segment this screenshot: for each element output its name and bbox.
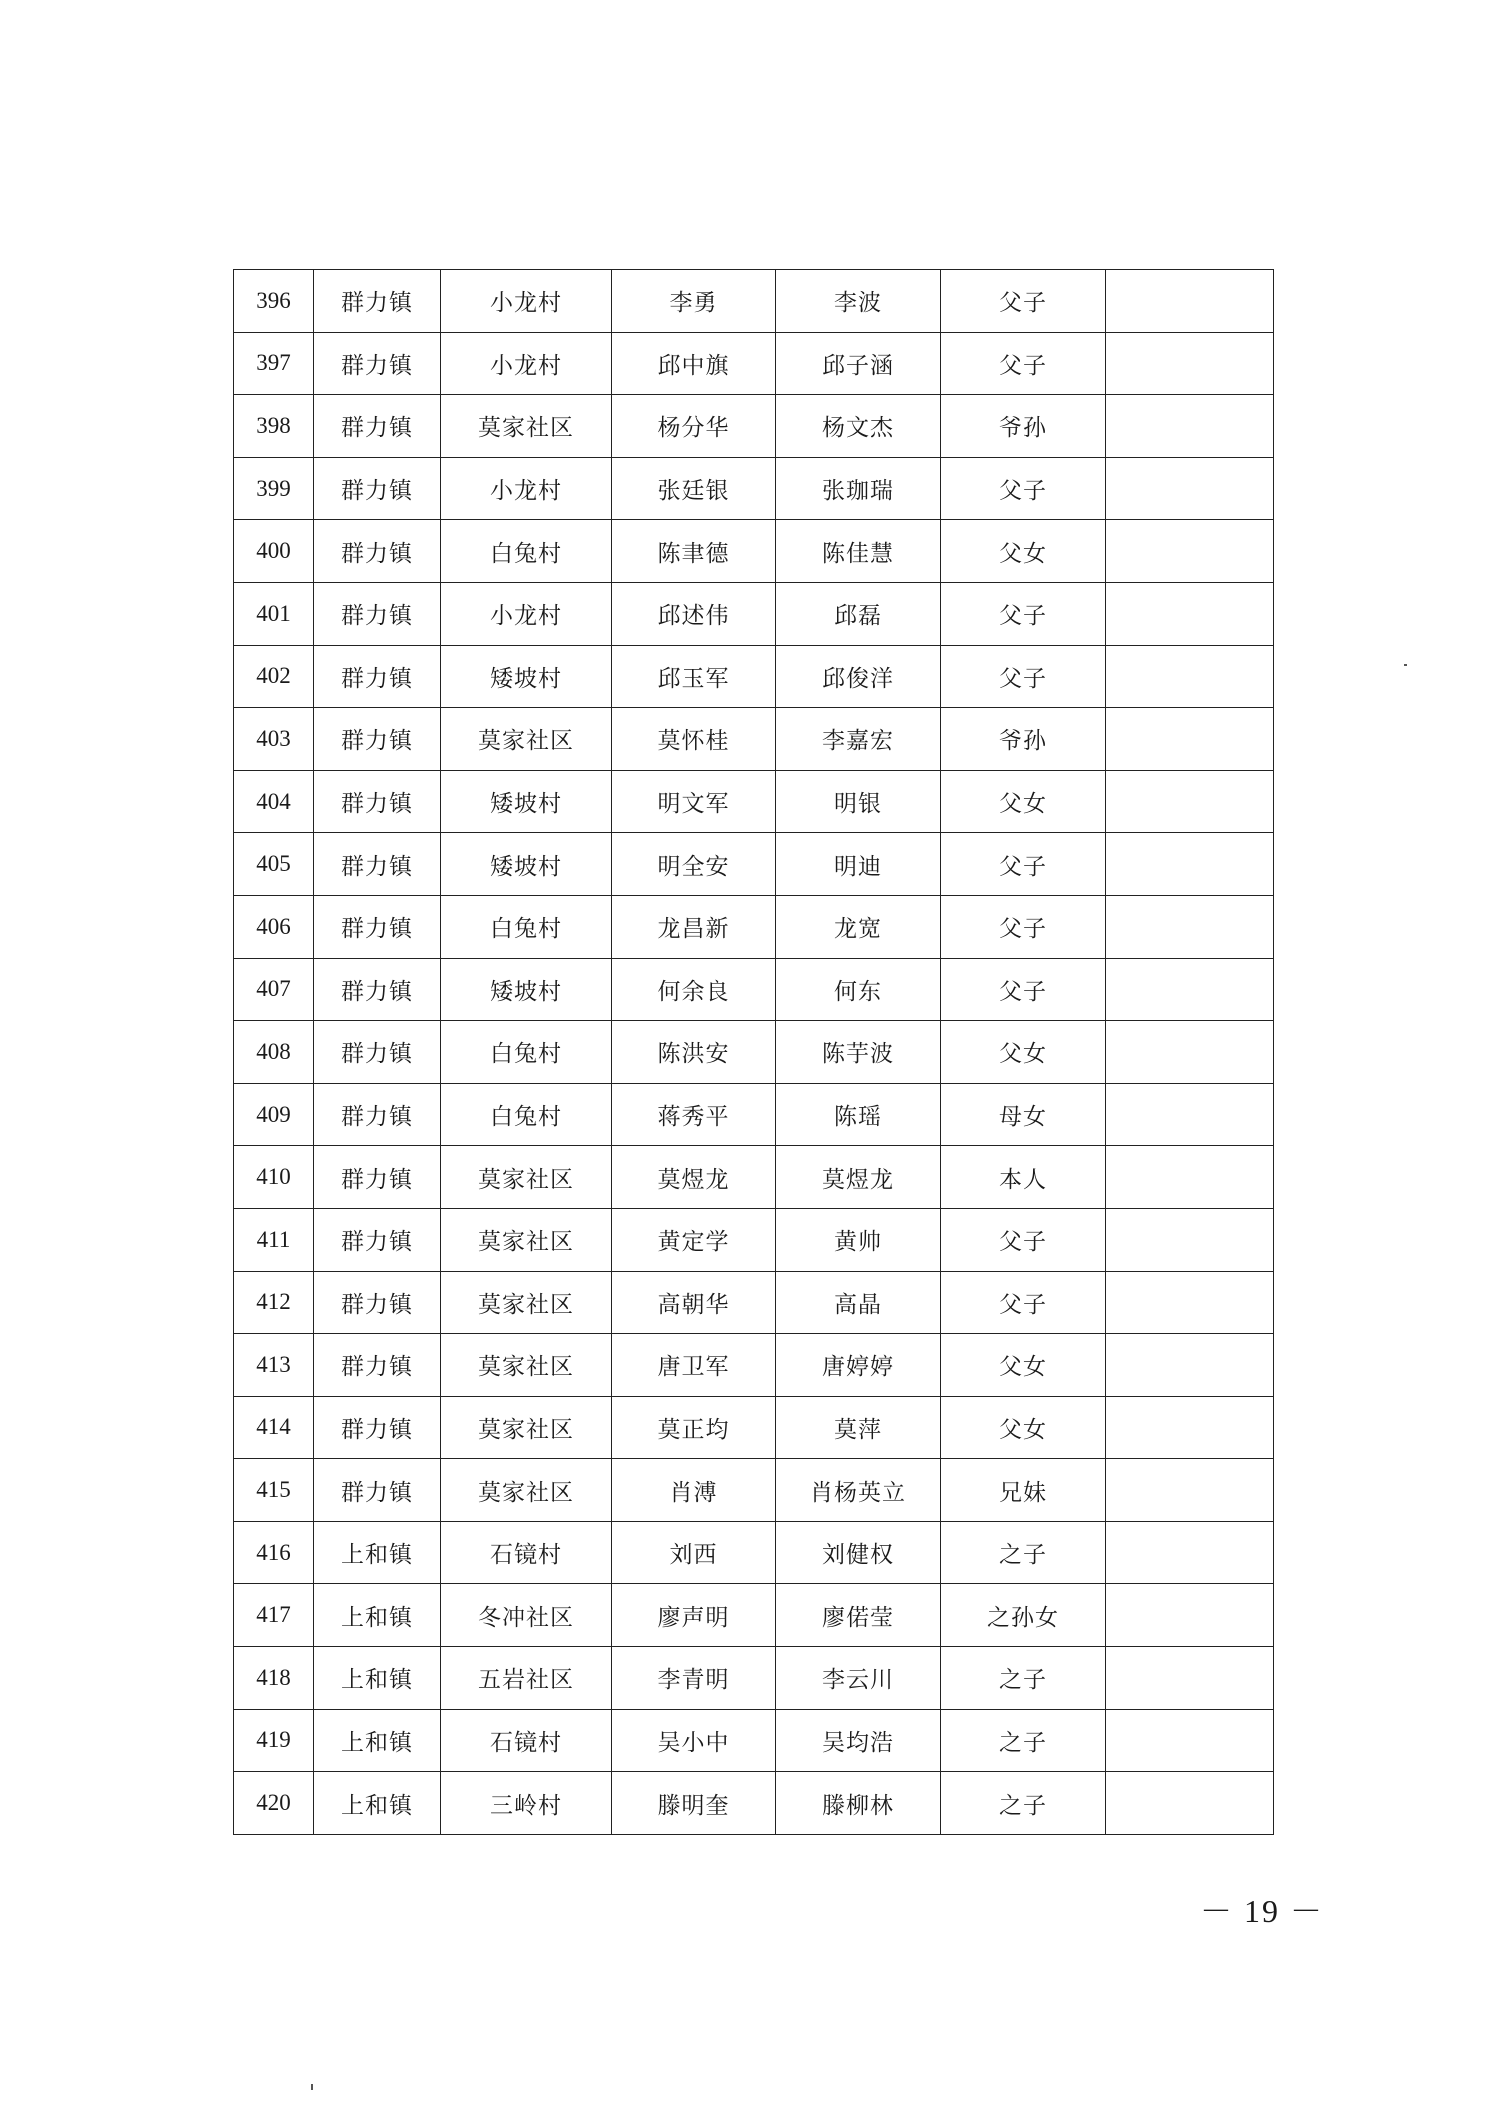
cell-note [1106, 270, 1274, 333]
cell-note [1106, 1396, 1274, 1459]
cell-name-applicant: 廖声明 [612, 1584, 776, 1647]
cell-note [1106, 833, 1274, 896]
cell-relation: 父子 [941, 895, 1106, 958]
cell-village: 莫家社区 [441, 1146, 612, 1209]
cell-note [1106, 1334, 1274, 1397]
cell-number: 404 [234, 770, 314, 833]
cell-village: 小龙村 [441, 457, 612, 520]
cell-number: 398 [234, 395, 314, 458]
cell-name-recipient: 陈瑶 [776, 1083, 941, 1146]
cell-relation: 爷孙 [941, 395, 1106, 458]
table-row [234, 645, 1274, 708]
cell-relation: 父子 [941, 833, 1106, 896]
cell-name-recipient: 滕柳林 [776, 1772, 941, 1835]
cell-name-recipient: 廖偌莹 [776, 1584, 941, 1647]
cell-name-applicant: 肖溥 [612, 1459, 776, 1522]
cell-town: 上和镇 [314, 1709, 441, 1772]
cell-relation: 父子 [941, 582, 1106, 645]
cell-name-recipient: 高晶 [776, 1271, 941, 1334]
scan-speck [1404, 664, 1407, 666]
cell-number: 401 [234, 582, 314, 645]
cell-town: 群力镇 [314, 1208, 441, 1271]
cell-name-recipient: 李嘉宏 [776, 708, 941, 771]
cell-town: 群力镇 [314, 645, 441, 708]
table-row [234, 1459, 1274, 1522]
cell-village: 小龙村 [441, 332, 612, 395]
cell-name-applicant: 唐卫军 [612, 1334, 776, 1397]
cell-town: 群力镇 [314, 1271, 441, 1334]
table-row [234, 1396, 1274, 1459]
cell-relation: 父子 [941, 457, 1106, 520]
table-row [234, 1271, 1274, 1334]
cell-village: 白兔村 [441, 520, 612, 583]
cell-number: 417 [234, 1584, 314, 1647]
cell-relation: 父子 [941, 1208, 1106, 1271]
table-row [234, 520, 1274, 583]
table-row [234, 1083, 1274, 1146]
cell-name-applicant: 莫怀桂 [612, 708, 776, 771]
table-row [234, 270, 1274, 333]
cell-note [1106, 1647, 1274, 1710]
cell-number: 399 [234, 457, 314, 520]
cell-number: 402 [234, 645, 314, 708]
table-row [234, 708, 1274, 771]
table-row [234, 958, 1274, 1021]
cell-name-recipient: 刘健权 [776, 1521, 941, 1584]
cell-name-applicant: 邱中旗 [612, 332, 776, 395]
table-row [234, 895, 1274, 958]
cell-number: 412 [234, 1271, 314, 1334]
cell-village: 矮坡村 [441, 645, 612, 708]
cell-relation: 母女 [941, 1083, 1106, 1146]
cell-relation: 父女 [941, 1021, 1106, 1084]
cell-name-applicant: 邱述伟 [612, 582, 776, 645]
cell-number: 416 [234, 1521, 314, 1584]
cell-name-recipient: 明迪 [776, 833, 941, 896]
cell-relation: 之子 [941, 1709, 1106, 1772]
cell-relation: 兄妹 [941, 1459, 1106, 1522]
cell-village: 石镜村 [441, 1521, 612, 1584]
cell-name-applicant: 邱玉军 [612, 645, 776, 708]
cell-name-recipient: 陈芋波 [776, 1021, 941, 1084]
table-row [234, 457, 1274, 520]
cell-village: 莫家社区 [441, 1396, 612, 1459]
cell-name-recipient: 唐婷婷 [776, 1334, 941, 1397]
table-row [234, 1208, 1274, 1271]
cell-town: 群力镇 [314, 395, 441, 458]
cell-village: 矮坡村 [441, 833, 612, 896]
cell-name-recipient: 明银 [776, 770, 941, 833]
cell-relation: 爷孙 [941, 708, 1106, 771]
cell-name-applicant: 明文军 [612, 770, 776, 833]
roster-body [234, 270, 1274, 1835]
cell-village: 莫家社区 [441, 1459, 612, 1522]
cell-relation: 父女 [941, 520, 1106, 583]
cell-name-applicant: 龙昌新 [612, 895, 776, 958]
cell-name-recipient: 龙宽 [776, 895, 941, 958]
cell-name-applicant: 何余良 [612, 958, 776, 1021]
cell-number: 405 [234, 833, 314, 896]
roster-table [233, 269, 1274, 1835]
cell-relation: 之子 [941, 1772, 1106, 1835]
cell-village: 白兔村 [441, 1021, 612, 1084]
cell-town: 群力镇 [314, 332, 441, 395]
cell-town: 群力镇 [314, 520, 441, 583]
cell-note [1106, 895, 1274, 958]
cell-relation: 父女 [941, 1396, 1106, 1459]
cell-town: 群力镇 [314, 895, 441, 958]
cell-relation: 父子 [941, 645, 1106, 708]
cell-note [1106, 1584, 1274, 1647]
cell-note [1106, 332, 1274, 395]
cell-name-applicant: 杨分华 [612, 395, 776, 458]
cell-relation: 之孙女 [941, 1584, 1106, 1647]
cell-village: 莫家社区 [441, 1334, 612, 1397]
cell-relation: 本人 [941, 1146, 1106, 1209]
cell-number: 419 [234, 1709, 314, 1772]
cell-note [1106, 1521, 1274, 1584]
table-row [234, 1146, 1274, 1209]
cell-name-applicant: 滕明奎 [612, 1772, 776, 1835]
cell-town: 上和镇 [314, 1772, 441, 1835]
cell-number: 396 [234, 270, 314, 333]
cell-relation: 父子 [941, 1271, 1106, 1334]
cell-name-applicant: 刘西 [612, 1521, 776, 1584]
cell-town: 上和镇 [314, 1647, 441, 1710]
cell-name-recipient: 李云川 [776, 1647, 941, 1710]
cell-note [1106, 1709, 1274, 1772]
cell-town: 群力镇 [314, 1146, 441, 1209]
cell-number: 397 [234, 332, 314, 395]
cell-name-applicant: 黄定学 [612, 1208, 776, 1271]
cell-name-applicant: 吴小中 [612, 1709, 776, 1772]
cell-name-recipient: 吴均浩 [776, 1709, 941, 1772]
cell-note [1106, 1146, 1274, 1209]
cell-name-recipient: 陈佳慧 [776, 520, 941, 583]
cell-name-applicant: 陈聿德 [612, 520, 776, 583]
cell-relation: 父子 [941, 332, 1106, 395]
table-row [234, 1772, 1274, 1835]
cell-town: 群力镇 [314, 708, 441, 771]
cell-village: 小龙村 [441, 582, 612, 645]
cell-name-recipient: 杨文杰 [776, 395, 941, 458]
cell-name-applicant: 莫煜龙 [612, 1146, 776, 1209]
cell-relation: 之子 [941, 1647, 1106, 1710]
table-row [234, 833, 1274, 896]
cell-number: 410 [234, 1146, 314, 1209]
cell-name-applicant: 明全安 [612, 833, 776, 896]
cell-note [1106, 1021, 1274, 1084]
cell-village: 莫家社区 [441, 395, 612, 458]
cell-name-recipient: 张珈瑞 [776, 457, 941, 520]
table-row [234, 582, 1274, 645]
cell-number: 407 [234, 958, 314, 1021]
cell-note [1106, 708, 1274, 771]
cell-town: 上和镇 [314, 1584, 441, 1647]
cell-town: 群力镇 [314, 958, 441, 1021]
cell-name-recipient: 肖杨英立 [776, 1459, 941, 1522]
cell-village: 莫家社区 [441, 1208, 612, 1271]
cell-name-recipient: 邱磊 [776, 582, 941, 645]
cell-town: 上和镇 [314, 1521, 441, 1584]
cell-note [1106, 1271, 1274, 1334]
cell-number: 418 [234, 1647, 314, 1710]
cell-town: 群力镇 [314, 582, 441, 645]
cell-number: 415 [234, 1459, 314, 1522]
cell-name-recipient: 邱子涵 [776, 332, 941, 395]
cell-note [1106, 1083, 1274, 1146]
cell-village: 莫家社区 [441, 708, 612, 771]
cell-note [1106, 395, 1274, 458]
table-row [234, 1521, 1274, 1584]
cell-note [1106, 1459, 1274, 1522]
cell-name-recipient: 何东 [776, 958, 941, 1021]
cell-village: 石镜村 [441, 1709, 612, 1772]
cell-relation: 父女 [941, 770, 1106, 833]
cell-name-applicant: 李青明 [612, 1647, 776, 1710]
cell-relation: 父子 [941, 958, 1106, 1021]
page-number: － 19 － [1200, 1893, 1325, 1929]
cell-number: 413 [234, 1334, 314, 1397]
cell-town: 群力镇 [314, 1021, 441, 1084]
table-row [234, 395, 1274, 458]
cell-town: 群力镇 [314, 1083, 441, 1146]
table-row [234, 1647, 1274, 1710]
cell-note [1106, 582, 1274, 645]
cell-note [1106, 958, 1274, 1021]
cell-name-applicant: 蒋秀平 [612, 1083, 776, 1146]
cell-note [1106, 1208, 1274, 1271]
cell-relation: 之子 [941, 1521, 1106, 1584]
cell-village: 三岭村 [441, 1772, 612, 1835]
cell-village: 五岩社区 [441, 1647, 612, 1710]
cell-name-recipient: 李波 [776, 270, 941, 333]
cell-town: 群力镇 [314, 770, 441, 833]
cell-note [1106, 1772, 1274, 1835]
cell-number: 414 [234, 1396, 314, 1459]
table-row [234, 1334, 1274, 1397]
cell-relation: 父女 [941, 1334, 1106, 1397]
scan-speck [311, 2084, 313, 2090]
cell-town: 群力镇 [314, 457, 441, 520]
cell-town: 群力镇 [314, 1459, 441, 1522]
cell-name-recipient: 莫煜龙 [776, 1146, 941, 1209]
cell-number: 406 [234, 895, 314, 958]
cell-name-applicant: 李勇 [612, 270, 776, 333]
cell-village: 矮坡村 [441, 770, 612, 833]
cell-number: 411 [234, 1208, 314, 1271]
table-row [234, 332, 1274, 395]
cell-name-applicant: 陈洪安 [612, 1021, 776, 1084]
cell-relation: 父子 [941, 270, 1106, 333]
cell-number: 400 [234, 520, 314, 583]
cell-village: 白兔村 [441, 895, 612, 958]
cell-town: 群力镇 [314, 1396, 441, 1459]
cell-note [1106, 645, 1274, 708]
cell-name-applicant: 张廷银 [612, 457, 776, 520]
table-row [234, 1584, 1274, 1647]
cell-village: 小龙村 [441, 270, 612, 333]
cell-note [1106, 520, 1274, 583]
table-row [234, 770, 1274, 833]
cell-note [1106, 457, 1274, 520]
cell-town: 群力镇 [314, 270, 441, 333]
table-row [234, 1021, 1274, 1084]
cell-number: 409 [234, 1083, 314, 1146]
cell-town: 群力镇 [314, 1334, 441, 1397]
cell-name-applicant: 高朝华 [612, 1271, 776, 1334]
cell-name-applicant: 莫正均 [612, 1396, 776, 1459]
cell-town: 群力镇 [314, 833, 441, 896]
cell-number: 403 [234, 708, 314, 771]
cell-name-recipient: 黄帅 [776, 1208, 941, 1271]
cell-note [1106, 770, 1274, 833]
cell-village: 白兔村 [441, 1083, 612, 1146]
cell-number: 408 [234, 1021, 314, 1084]
cell-number: 420 [234, 1772, 314, 1835]
cell-village: 冬冲社区 [441, 1584, 612, 1647]
cell-name-recipient: 邱俊洋 [776, 645, 941, 708]
table-row [234, 1709, 1274, 1772]
cell-village: 莫家社区 [441, 1271, 612, 1334]
cell-name-recipient: 莫萍 [776, 1396, 941, 1459]
cell-village: 矮坡村 [441, 958, 612, 1021]
